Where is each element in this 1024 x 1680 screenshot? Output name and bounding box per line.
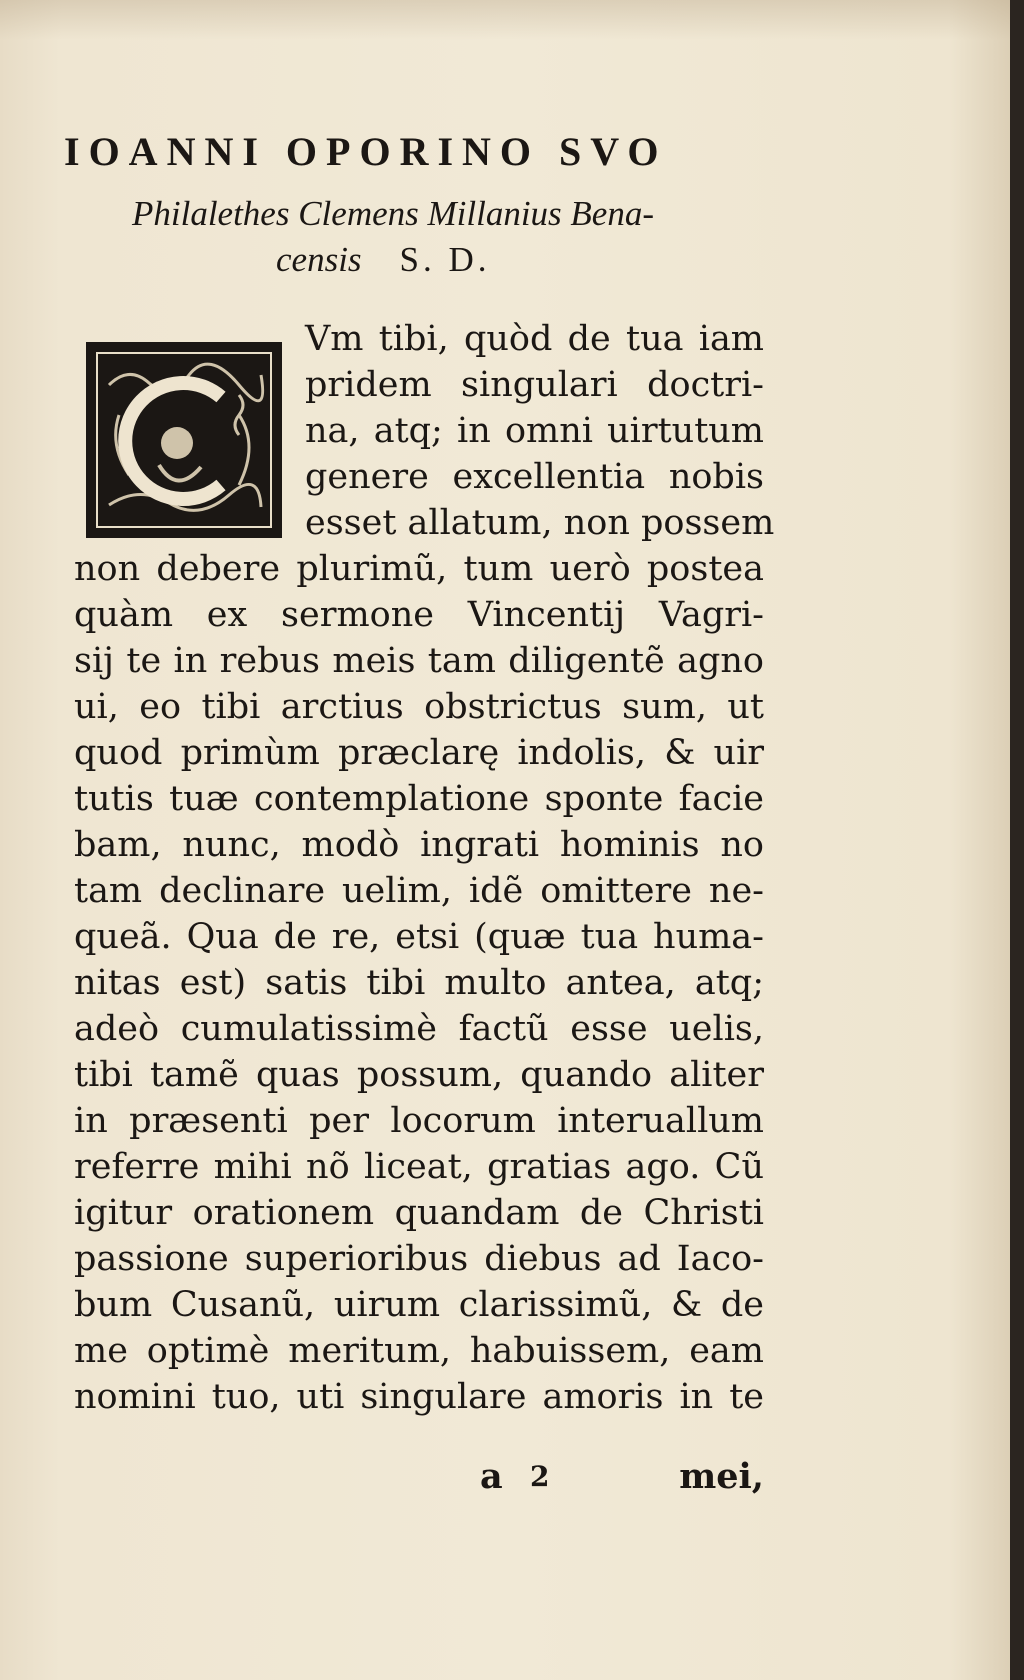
text-line: nomini tuo, uti singulare amoris in te bbox=[74, 1377, 764, 1417]
text-line: passione superioribus diebus ad Iaco- bbox=[74, 1239, 764, 1279]
text-line: tam declinare uelim, idẽ omittere ne- bbox=[74, 871, 764, 911]
text-line: Vm tibi, quòd de tua iam bbox=[305, 319, 764, 359]
author-origin-line bbox=[276, 240, 491, 280]
text-line: igitur orationem quandam de Christi bbox=[74, 1193, 764, 1233]
catchword: mei, bbox=[679, 1456, 764, 1497]
text-line: ui, eo tibi arctius obstrictus sum, ut bbox=[74, 687, 764, 727]
dedication-heading: IOANNI OPORINO SVO bbox=[64, 129, 668, 174]
text-line: tibi tamẽ quas possum, quando aliter bbox=[74, 1055, 764, 1095]
text-line: tutis tuæ contemplatione sponte facie bbox=[74, 779, 764, 819]
text-line: esset allatum, non possem bbox=[305, 503, 775, 543]
text-line: in præsenti per locorum interuallum bbox=[74, 1101, 764, 1141]
author-name: Philalethes Clemens Millanius Bena- bbox=[132, 194, 654, 233]
author-origin: censis bbox=[276, 240, 362, 279]
text-line: me optimè meritum, habuissem, eam bbox=[74, 1331, 764, 1371]
signature-number: 2 bbox=[530, 1460, 550, 1493]
decorated-initial-c bbox=[86, 342, 282, 538]
salutation: S. D. bbox=[399, 240, 491, 279]
text-line: genere excellentia nobis bbox=[305, 457, 764, 497]
text-line: non debere plurimũ, tum uerò postea bbox=[74, 549, 764, 589]
text-line: referre mihi nõ liceat, gratias ago. Cũ bbox=[74, 1147, 764, 1187]
signature-mark: a bbox=[480, 1456, 503, 1497]
text-line: sij te in rebus meis tam diligentẽ agno bbox=[74, 641, 764, 681]
text-line: quàm ex sermone Vincentij Vagri- bbox=[74, 595, 764, 635]
text-line: bum Cusanũ, uirum clarissimũ, & de bbox=[74, 1285, 764, 1325]
text-line: na, atq; in omni uirtutum bbox=[305, 411, 764, 451]
text-line: quod primùm præclarę indolis, & uir bbox=[74, 733, 764, 773]
woodcut-initial-icon bbox=[89, 345, 279, 535]
text-line: nitas est) satis tibi multo antea, atq; bbox=[74, 963, 764, 1003]
text-line: queã. Qua de re, etsi (quæ tua huma- bbox=[74, 917, 764, 957]
text-line: bam, nunc, modò ingrati hominis no bbox=[74, 825, 764, 865]
text-line: pridem singulari doctri- bbox=[305, 365, 764, 405]
text-line: adeò cumulatissimè factũ esse uelis, bbox=[74, 1009, 764, 1049]
